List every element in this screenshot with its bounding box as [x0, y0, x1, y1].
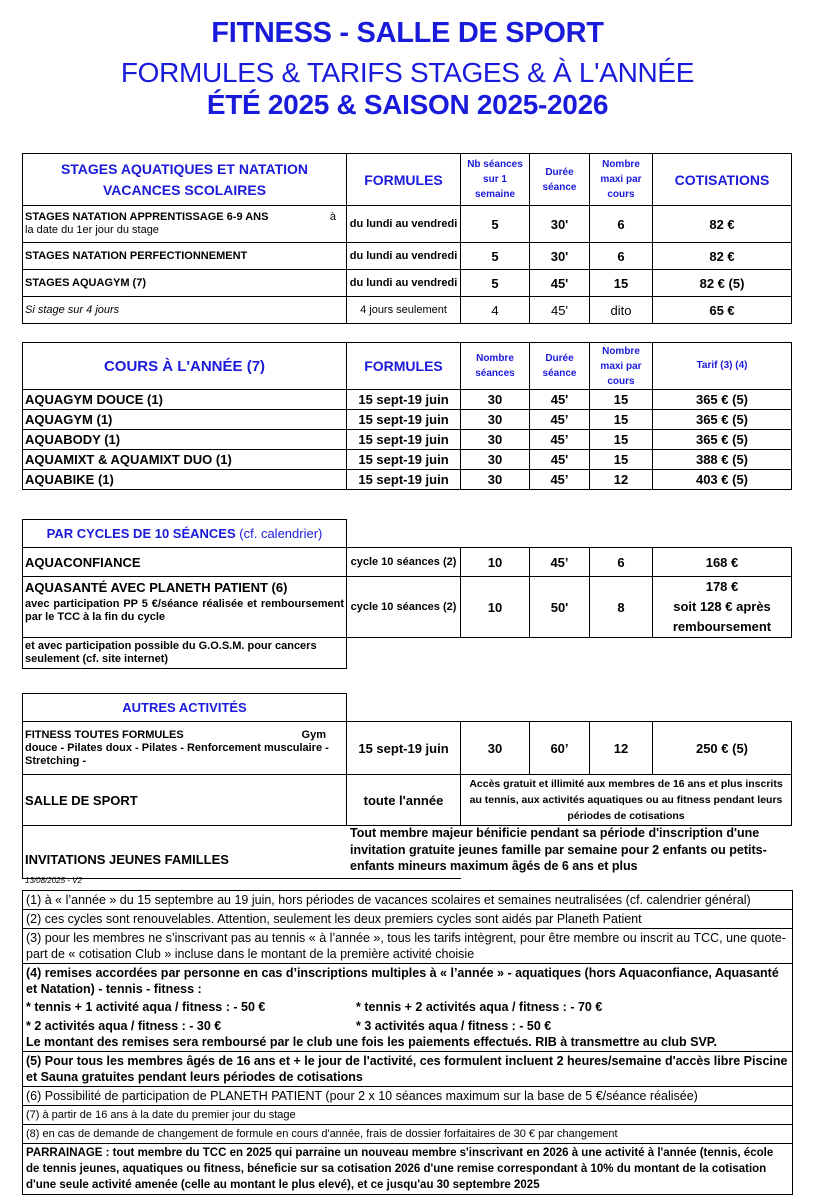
col-duree: Durée séance [530, 154, 590, 206]
row-max: 6 [590, 243, 653, 270]
table-row [23, 270, 792, 297]
row-nb: 30 [461, 450, 530, 470]
row-name: Si stage sur 4 jours [23, 297, 347, 324]
col-formules: FORMULES [347, 154, 461, 206]
season-title: ÉTÉ 2025 & SAISON 2025-2026 [206, 89, 609, 120]
row-duree: 45' [530, 297, 590, 324]
row-formule: du lundi au vendredi [347, 206, 461, 243]
salle-info: Accès gratuit et illimité aux membres de 16 ans et plus inscrits au tennis, aux activités aquatiques ou au fitness pendant leurs périodes de cotisations [461, 775, 792, 826]
stages-title-line1: STAGES AQUATIQUES ET NATATION [60, 160, 309, 177]
col-max: Nombre maxi par cours [590, 154, 653, 206]
row-max: 15 [590, 270, 653, 297]
table-row [23, 450, 792, 470]
table-row [23, 548, 792, 577]
row-prix-main: 178 € [705, 579, 739, 594]
table-row [23, 470, 792, 490]
table-row [23, 390, 792, 410]
cycles-title-text: PAR CYCLES DE 10 SÉANCES [46, 526, 236, 541]
table-row [23, 577, 792, 638]
row-nb: 30 [461, 722, 530, 775]
row-duree: 45’ [530, 470, 590, 490]
row-prix: 82 € [653, 243, 792, 270]
row-name: AQUAMIXT & AQUAMIXT DUO (1) [23, 450, 347, 470]
note-4-remboursement: Le montant des remises sera remboursé par le club une fois les paiements effectués. RIB à transmettre au club SVP. [26, 1035, 717, 1049]
page-title: FITNESS - SALLE DE SPORT [211, 17, 604, 49]
row-nb: 10 [461, 577, 530, 638]
note-4-remise-d: * 3 activités aqua / fitness : - 50 € [356, 1019, 552, 1033]
note-4 [23, 964, 792, 1052]
row-name [23, 577, 347, 638]
table-row [23, 297, 792, 324]
row-duree: 50' [530, 577, 590, 638]
cours-table [22, 342, 792, 490]
row-prix: 82 € [653, 206, 792, 243]
row-formule: 15 sept-19 juin [347, 410, 461, 430]
row-nb: 30 [461, 470, 530, 490]
row-max: 15 [590, 390, 653, 410]
table-row [23, 722, 792, 775]
row-formule: 15 sept-19 juin [347, 470, 461, 490]
row-prix: 388 € (5) [653, 450, 792, 470]
row-duree: 45' [530, 450, 590, 470]
row-formule: du lundi au vendredi [347, 243, 461, 270]
row-duree: 45’ [530, 410, 590, 430]
cycles-desc2: et avec participation possible du G.O.S.M. pour cancers seulement (cf. site internet) [23, 638, 347, 669]
row-nb: 5 [461, 270, 530, 297]
row-name: AQUAGYM DOUCE (1) [23, 390, 347, 410]
row-duree: 60’ [530, 722, 590, 775]
row-name: AQUABODY (1) [23, 430, 347, 450]
row-duree: 45' [530, 270, 590, 297]
row-duree: 45’ [530, 548, 590, 577]
col-nb-seances: Nb séances sur 1 semaine [461, 154, 530, 206]
row-formule: du lundi au vendredi [347, 270, 461, 297]
note-2: (2) ces cycles sont renouvelables. Attention, seulement les deux premiers cycles sont aidés par Planeth Patient [23, 910, 792, 929]
note-1: (1) à « l’année » du 15 septembre au 19 juin, hors périodes de vacances scolaires et semaines neutralisées (cf. calendrier général) [23, 891, 792, 910]
autres-title: AUTRES ACTIVITÉS [23, 694, 347, 722]
row-prix: 65 € [653, 297, 792, 324]
cours-title: COURS À L'ANNÉE (7) [23, 343, 347, 390]
note-parrainage: PARRAINAGE : tout membre du TCC en 2025 qui parraine un nouveau membre s'inscrivant en 2026 à une activité à l'année (tennis, école de tennis jeunes, aquatiques ou fitness, béneficie sur sa cotisation 2026 d'une remise correspondant à 10% du montant de la cotisation d'une seule activité amenée (celle au montant le plus elevé), et ce jusqu'au 30 septembre 2025 [26, 1147, 774, 1191]
table-row [23, 410, 792, 430]
row-name-text: FITNESS TOUTES FORMULES [25, 728, 184, 741]
col-duree: Durée séance [530, 343, 590, 390]
row-max: 8 [590, 577, 653, 638]
row-max: 12 [590, 722, 653, 775]
note-7: (7) à partir de 16 ans à la date du premier jour du stage [23, 1106, 792, 1125]
row-nb: 30 [461, 390, 530, 410]
row-prix: 250 € (5) [653, 722, 792, 775]
row-max: 12 [590, 470, 653, 490]
row-prix: 82 € (5) [653, 270, 792, 297]
row-desc: douce - Pilates doux - Pilates - Renforcement musculaire - Stretching - [25, 741, 329, 767]
row-duree: 45’ [530, 430, 590, 450]
row-nb: 5 [461, 206, 530, 243]
row-formule: 15 sept-19 juin [347, 430, 461, 450]
page-subtitle: FORMULES & TARIFS STAGES & À L'ANNÉE [120, 57, 695, 88]
row-max: 6 [590, 548, 653, 577]
row-desc: avec participation PP 5 €/séance réalisée et remboursement par le TCC à la fin du cycle [25, 598, 344, 623]
note-6: (6) Possibilité de participation de PLANETH PATIENT (pour 2 x 10 séances maximum sur la base de 5 €/séance réalisée) [23, 1087, 792, 1106]
col-formules: FORMULES [347, 343, 461, 390]
row-max: 15 [590, 430, 653, 450]
stages-title [23, 154, 347, 206]
version-date: 13/08/2025 - V2 [25, 876, 82, 885]
row-max: dito [590, 297, 653, 324]
row-prix: 403 € (5) [653, 470, 792, 490]
row-prix: 365 € (5) [653, 410, 792, 430]
row-nb: 4 [461, 297, 530, 324]
row-name: AQUACONFIANCE [23, 548, 347, 577]
note-3: (3) pour les membres ne s’inscrivant pas au tennis « à l’année », tous les tarifs intègrent, pour être membre ou inscrit au TCC, une quote-part de « cotisation Club » incluse dans le montant de la première activité choisie [23, 929, 792, 964]
row-name-extra: Gym [301, 728, 326, 741]
row-prix: 365 € (5) [653, 390, 792, 410]
note-4-remise-a: * tennis + 1 activité aqua / fitness : - 50 € [26, 1000, 266, 1014]
row-max: 15 [590, 450, 653, 470]
row-name-text: INVITATIONS JEUNES FAMILLES [25, 851, 229, 867]
invit-info: Tout membre majeur bénificie pendant sa période d'inscription d'une invitation gratuite jeunes famille par semaine pour 2 enfants ou petits-enfants mineurs maximum âgés de 6 ans et plus [350, 826, 767, 873]
row-formule: 15 sept-19 juin [347, 450, 461, 470]
row-prix [653, 577, 792, 638]
row-formule: 15 sept-19 juin [347, 390, 461, 410]
row-formule: cycle 10 séances (2) [347, 548, 461, 577]
cycles-title-note: (cf. calendrier) [239, 526, 323, 541]
row-name-extra: à [329, 211, 336, 223]
col-cotisations: COTISATIONS [653, 154, 792, 206]
footnotes [22, 890, 793, 1195]
row-nb: 5 [461, 243, 530, 270]
row-name-text: STAGES NATATION APPRENTISSAGE 6-9 ANS [25, 211, 269, 223]
row-name-text: AQUASANTÉ AVEC PLANETH PATIENT (6) [25, 580, 288, 595]
row-duree: 45' [530, 390, 590, 410]
row-name [23, 722, 347, 775]
note-5: (5) Pour tous les membres âgés de 16 ans et + le jour de l'activité, ces formulent incluent 2 heures/semaine d'accès libre Piscine et Sauna gratuites pendant leurs périodes de cotisations [23, 1052, 792, 1087]
row-formule: 15 sept-19 juin [347, 722, 461, 775]
row-prix: 168 € [653, 548, 792, 577]
row-prix: 365 € (5) [653, 430, 792, 450]
row-formule: 4 jours seulement [347, 297, 461, 324]
row-max: 15 [590, 410, 653, 430]
col-tarif: Tarif (3) (4) [653, 343, 792, 390]
cycles-title [23, 520, 347, 548]
row-duree: 30' [530, 243, 590, 270]
row-formule: toute l'année [347, 775, 461, 826]
stages-table [22, 153, 792, 324]
row-nb: 10 [461, 548, 530, 577]
col-nb-seances: Nombre séances [461, 343, 530, 390]
note-4-text: (4) remises accordées par personne en cas d’inscriptions multiples à « l’année » - aquatiques (hors Aquaconfiance, Aquasanté et Natation) - tennis - fitness : [26, 966, 779, 996]
note-4-remise-b: * tennis + 2 activités aqua / fitness : - 70 € [356, 1000, 603, 1014]
cycles-table [22, 519, 792, 669]
note-8: (8) en cas de demande de changement de formule en cours d'année, frais de dossier forfaitaires de 30 € par changement [23, 1125, 792, 1144]
note-4-remise-c: * 2 activités aqua / fitness : - 30 € [26, 1019, 222, 1033]
row-name-sub: la date du 1er jour du stage [25, 224, 159, 236]
row-name: AQUAGYM (1) [23, 410, 347, 430]
row-formule: cycle 10 séances (2) [347, 577, 461, 638]
col-max: Nombre maxi par cours [590, 343, 653, 390]
table-row [23, 243, 792, 270]
table-row [23, 206, 792, 243]
row-name: STAGES NATATION PERFECTIONNEMENT [23, 243, 347, 270]
row-prix-after: soit 128 € après remboursement [672, 599, 772, 634]
table-row [23, 430, 792, 450]
stages-title-line2: VACANCES SCOLAIRES [102, 181, 267, 198]
table-row [23, 775, 792, 826]
row-name: SALLE DE SPORT [23, 775, 347, 826]
row-name [23, 206, 347, 243]
row-name: AQUABIKE (1) [23, 470, 347, 490]
row-nb: 30 [461, 410, 530, 430]
row-duree: 30' [530, 206, 590, 243]
row-nb: 30 [461, 430, 530, 450]
row-max: 6 [590, 206, 653, 243]
row-name: STAGES AQUAGYM (7) [23, 270, 347, 297]
